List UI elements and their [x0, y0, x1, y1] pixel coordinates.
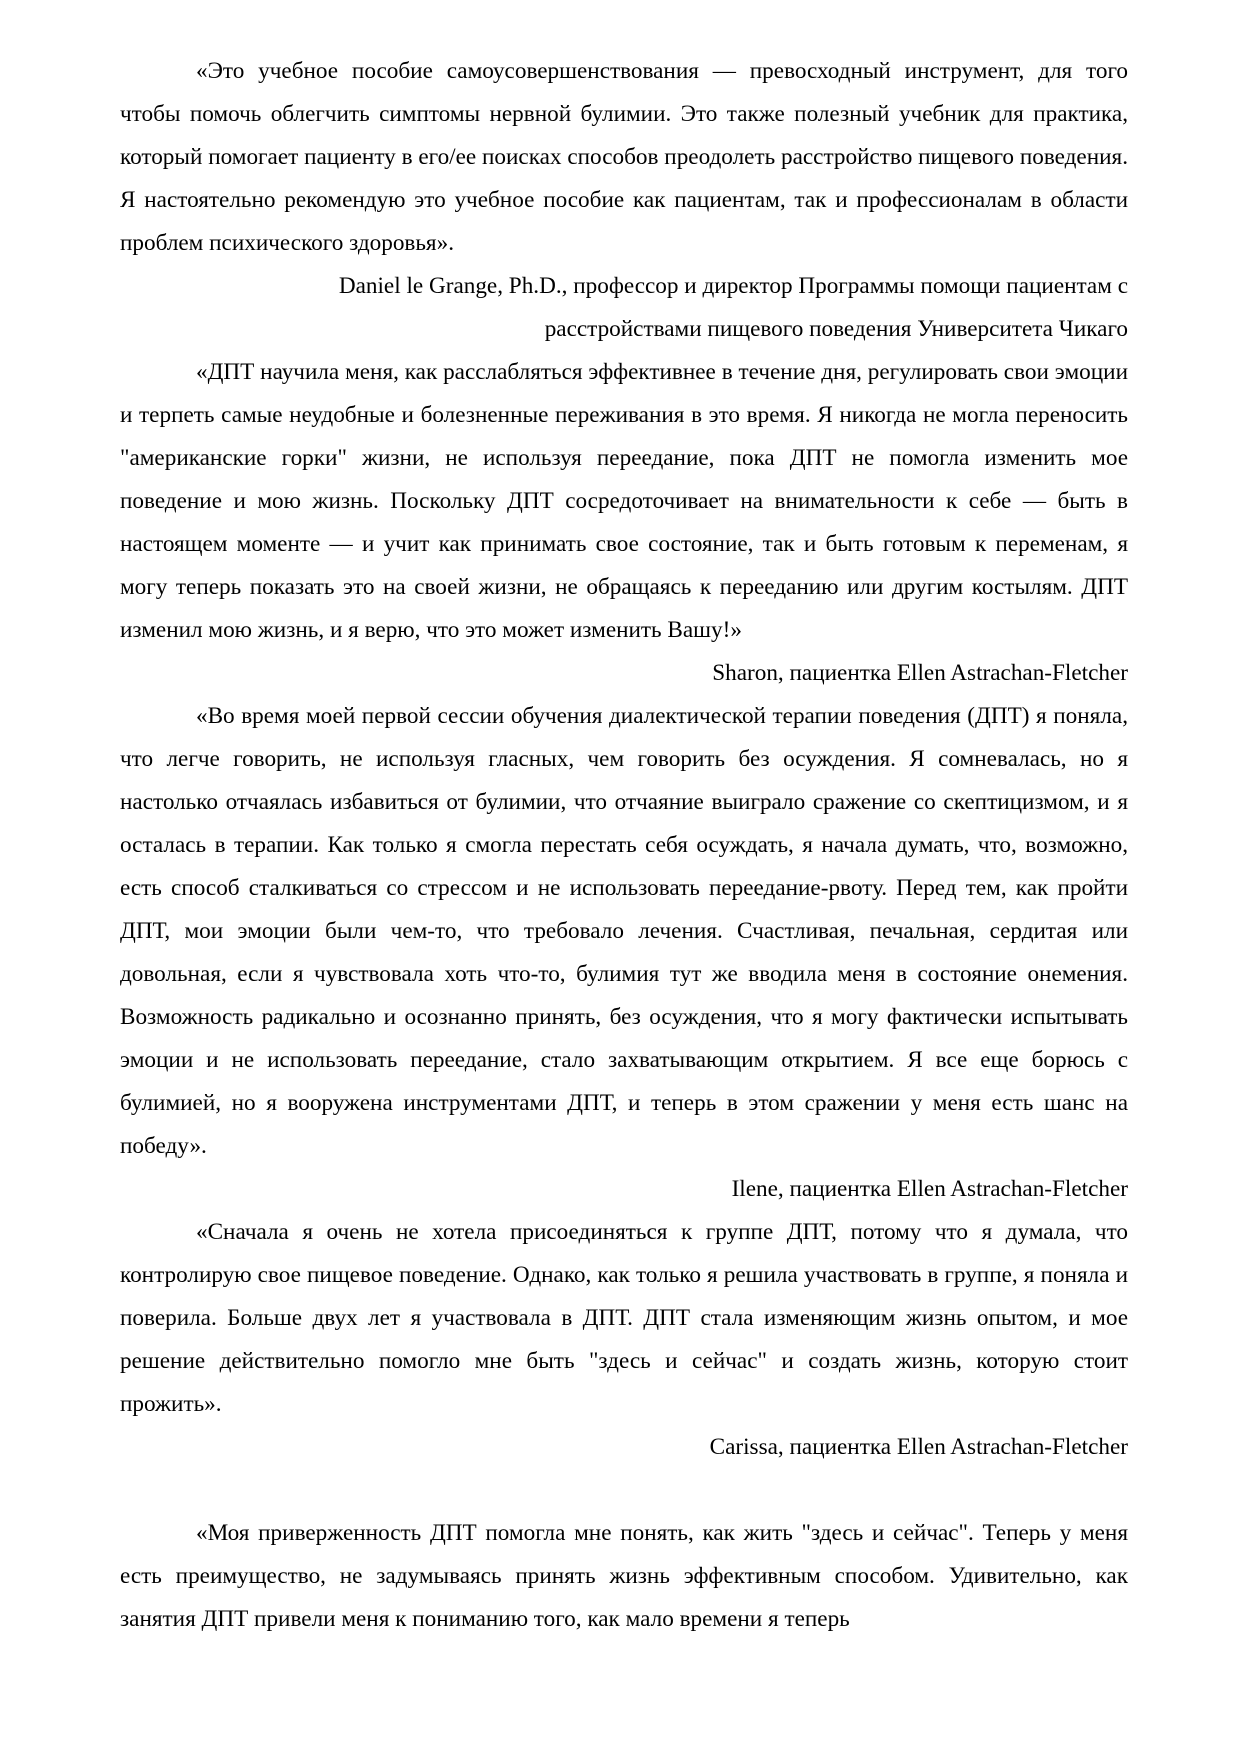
attribution-ilene: Ilene, пациентка Ellen Astrachan-Fletcher	[731, 1176, 1128, 1202]
document-page	[120, 50, 1128, 1641]
attribution-le-grange-line2: расстройствами пищевого поведения Университета Чикаго	[544, 316, 1128, 342]
testimonial-quote-ilene: «Во время моей первой сессии обучения диалектической терапии поведения (ДПТ) я поняла, что легче говорить, не используя гласных, чем говорить без осуждения. Я сомневалась, но я настолько отчаялась избавиться от булимии, что отчаяние выиграло сражение со скептицизмом, и я осталась в терапии. Как только я смогла перестать себя осуждать, я начала думать, что, возможно, есть способ сталкиваться со стрессом и не использовать переедание-рвоту. Перед тем, как пройти ДПТ, мои эмоции были чем-то, что требовало лечения. Счастливая, печальная, сердитая или довольная, если я чувствовала хоть что-то, булимия тут же вводила меня в состояние онемения. Возможность радикально и осознанно принять, без осуждения, что я могу фактически испытывать эмоции и не использовать переедание, стало захватывающим открытием. Я все еще борюсь с булимией, но я вооружена инструментами ДПТ, и теперь в этом сражении у меня есть шанс на победу».	[120, 703, 1128, 1159]
paragraph-spacer	[120, 1469, 1128, 1512]
attribution-le-grange-line1: Daniel le Grange, Ph.D., профессор и директор Программы помощи пациентам с	[338, 273, 1128, 299]
testimonial-quote-sharon: «ДПТ научила меня, как расслабляться эффективнее в течение дня, регулировать свои эмоции и терпеть самые неудобные и болезненные переживания в это время. Я никогда не могла переносить "американские горки" жизни, не используя переедание, пока ДПТ не помогла изменить мое поведение и мою жизнь. Поскольку ДПТ сосредоточивает на внимательности к себе — быть в настоящем моменте — и учит как принимать свое состояние, так и быть готовым к переменам, я могу теперь показать это на своей жизни, не обращаясь к перееданию или другим костылям. ДПТ изменил мою жизнь, и я верю, что это может изменить Вашу!»	[120, 359, 1128, 643]
testimonial-quote-continued: «Моя приверженность ДПТ помогла мне понять, как жить "здесь и сейчас". Теперь у меня есть преимущество, не задумываясь принять жизнь эффективным способом. Удивительно, как занятия ДПТ привели меня к пониманию того, как мало времени я теперь	[120, 1520, 1128, 1632]
attribution-sharon: Sharon, пациентка Ellen Astrachan-Fletcher	[712, 660, 1128, 686]
testimonial-quote-le-grange: «Это учебное пособие самоусовершенствования — превосходный инструмент, для того чтобы помочь облегчить симптомы нервной булимии. Это также полезный учебник для практика, который помогает пациенту в его/ее поисках способов преодолеть расстройство пищевого поведения. Я настоятельно рекомендую это учебное пособие как пациентам, так и профессионалам в области проблем психического здоровья».	[120, 58, 1128, 256]
testimonial-quote-carissa: «Сначала я очень не хотела присоединяться к группе ДПТ, потому что я думала, что контролирую свое пищевое поведение. Однако, как только я решила участвовать в группе, я поняла и поверила. Больше двух лет я участвовала в ДПТ. ДПТ стала изменяющим жизнь опытом, и мое решение действительно помогло мне быть "здесь и сейчас" и создать жизнь, которую стоит прожить».	[120, 1219, 1128, 1417]
attribution-carissa: Carissa, пациентка Ellen Astrachan-Fletcher	[709, 1434, 1128, 1460]
